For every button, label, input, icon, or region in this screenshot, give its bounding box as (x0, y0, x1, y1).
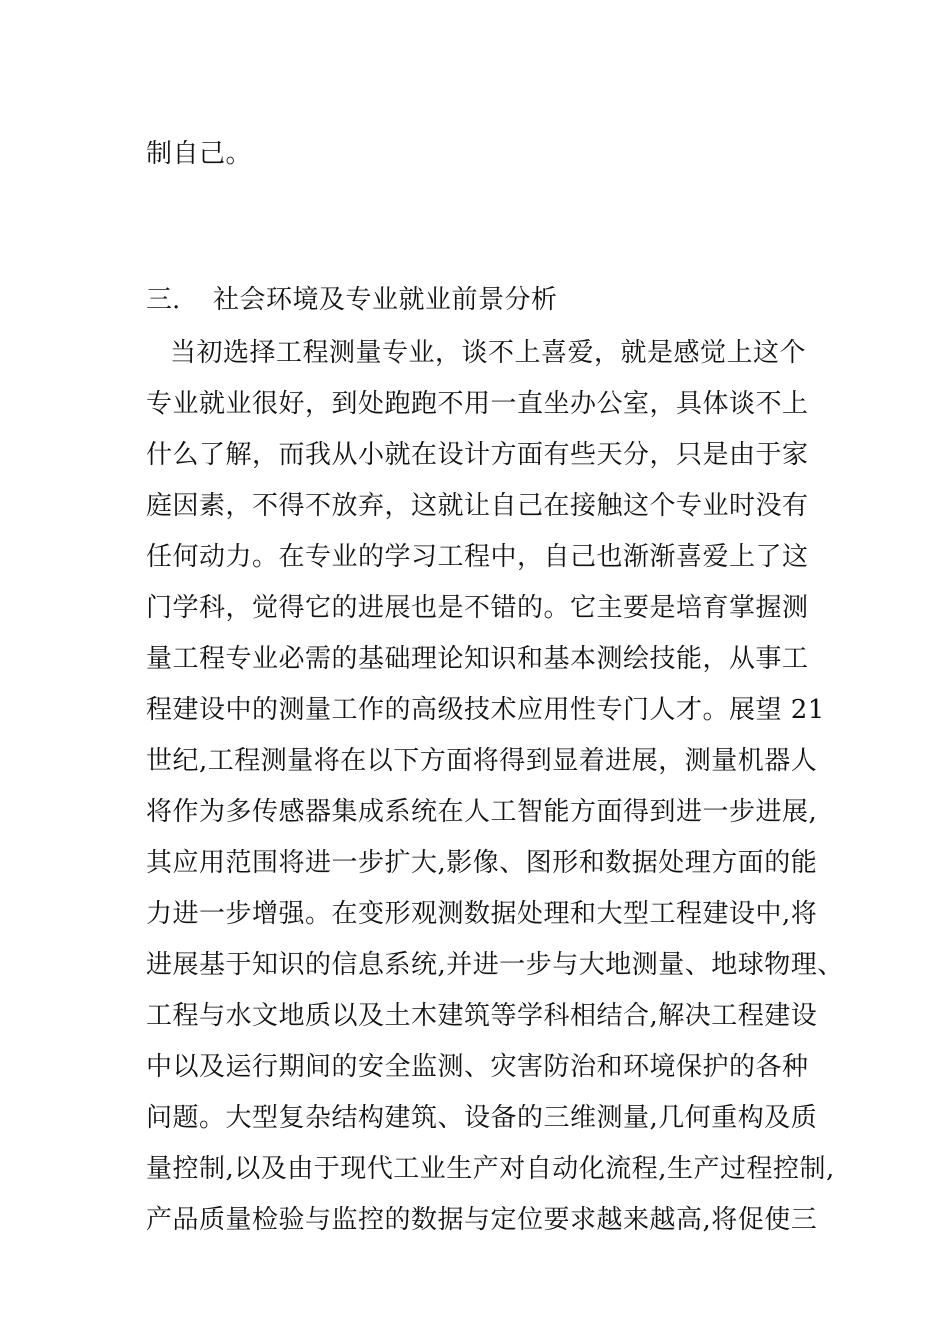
paragraph-line: 问题。大型复杂结构建筑、设备的三维测量,几何重构及质 (146, 1103, 818, 1133)
paragraph-line: 其应用范围将进一步扩大,影像、图形和数据处理方面的能 (146, 848, 818, 878)
paragraph-line: 中以及运行期间的安全监测、灾害防治和环境保护的各种 (146, 1052, 809, 1082)
paragraph-line: 世纪,工程测量将在以下方面将得到显着进展，测量机器人 (146, 746, 818, 776)
paragraph-line: 力进一步增强。在变形观测数据处理和大型工程建设中,将 (146, 899, 818, 929)
section-title: 社会环境及专业就业前景分析 (213, 285, 558, 315)
paragraph-line: 专业就业很好，到处跑跑不用一直坐办公室，具体谈不上 (146, 389, 809, 419)
paragraph-line: 产品质量检验与监控的数据与定位要求越来越高,将促使三 (146, 1205, 818, 1235)
paragraph-line: 量控制,以及由于现代工业生产对自动化流程,生产过程控制, (146, 1154, 835, 1184)
paragraph-line: 量工程专业必需的基础理论知识和基本测绘技能，从事工 (146, 644, 809, 674)
section-number: 三. (146, 285, 181, 315)
paragraph-line: 当初选择工程测量专业，谈不上喜爱，就是感觉上这个 (170, 338, 807, 368)
paragraph-line: 门学科，觉得它的进展也是不错的。它主要是培育掌握测 (146, 593, 809, 623)
paragraph-line: 任何动力。在专业的学习工程中，自己也渐渐喜爱上了这 (146, 542, 809, 572)
paragraph-line: 什么了解，而我从小就在设计方面有些天分，只是由于家 (146, 440, 809, 470)
paragraph-line: 进展基于知识的信息系统,并进一步与大地测量、地球物理、 (146, 950, 844, 980)
paragraph-line: 将作为多传感器集成系统在人工智能方面得到进一步进展, (146, 797, 818, 827)
paragraph-line: 程建设中的测量工作的高级技术应用性专门人才。展望 21 (146, 695, 825, 725)
paragraph-line: 庭因素，不得不放弃，这就让自己在接触这个专业时没有 (146, 491, 809, 521)
paragraph-line: 工程与水文地质以及土木建筑等学科相结合,解决工程建设 (146, 1001, 818, 1031)
top-fragment: 制自己。 (146, 139, 253, 169)
